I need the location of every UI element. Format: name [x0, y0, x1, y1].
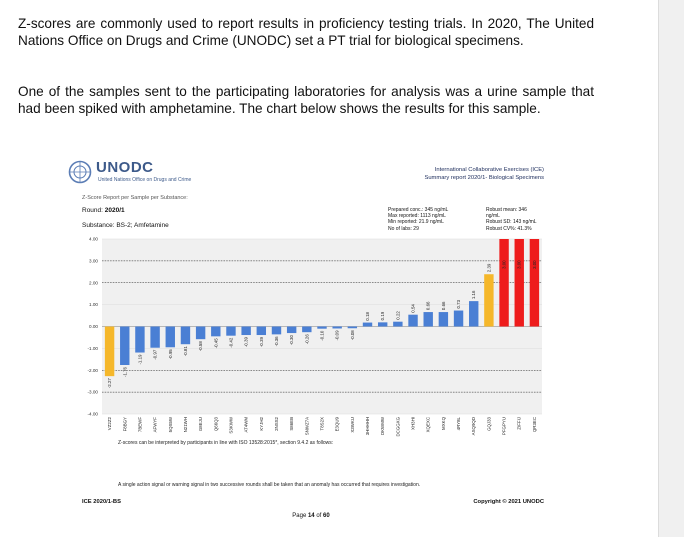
bar	[469, 301, 478, 326]
x-tick-label: XQEXC	[425, 417, 431, 433]
bar	[166, 327, 175, 348]
data-label: 0.66	[425, 301, 431, 311]
bar	[393, 322, 402, 327]
bar	[272, 327, 281, 335]
data-label: -0.97	[152, 349, 158, 360]
report-subtitle: Z-Score Report per Sample per Substance:	[82, 195, 188, 201]
bar	[120, 327, 129, 366]
footer-report-id: ICE 2020/1-BS	[82, 499, 121, 505]
bar	[196, 327, 205, 340]
round-label: Round:	[82, 207, 103, 214]
vertical-scrollbar[interactable]	[658, 0, 684, 537]
x-tick-label: S3KWW	[228, 417, 234, 434]
data-label: 0.66	[440, 301, 446, 311]
bar	[424, 312, 433, 326]
zscore-chart	[68, 236, 554, 441]
bar	[530, 239, 539, 327]
x-tick-label: F8BGY	[122, 417, 128, 432]
bar	[454, 311, 463, 327]
x-tick-label: 2NSS2	[273, 417, 279, 431]
data-label: -0.39	[243, 337, 249, 348]
stat-robust-sd: Robust SD: 143 ng/mL	[486, 219, 537, 226]
data-label: -0.45	[213, 338, 219, 349]
sample-paragraph: One of the samples sent to the participating laboratories for analysis was a urine sample that had been spiked with amphetamine. The chart below shows the results for this sample.	[18, 84, 594, 116]
footer-copyright: Copyright © 2021 UNODC	[473, 499, 544, 505]
stat-prepared: Prepared conc.: 345 ng/mL	[388, 207, 449, 213]
bar	[332, 327, 341, 329]
round-value: 2020/1	[104, 207, 125, 214]
x-tick-label: G8EJU	[198, 417, 204, 432]
x-tick-label: AFWYF	[152, 417, 158, 433]
y-tick-label: -2.00	[87, 367, 98, 373]
stat-min: Min reported: 21.9 ng/mL	[388, 219, 444, 226]
data-label: -1.76	[122, 367, 128, 378]
x-tick-label: DKWMW	[380, 417, 386, 436]
intro-paragraph: Z-scores are commonly used to report results in proficiency testing trials. In 2020, The United Nations Office on Drugs and Crime (UNODC) set a PT trial for biological specimens.	[18, 16, 594, 48]
bar	[226, 327, 235, 336]
bar	[241, 327, 250, 336]
x-tick-label: MXKQ	[440, 417, 446, 430]
data-label: 0.18	[365, 312, 371, 321]
y-tick-label: 4.00	[89, 236, 98, 242]
bar	[499, 239, 508, 327]
bar	[348, 327, 357, 329]
bar	[135, 327, 144, 353]
x-tick-label: 3HHHHH	[365, 417, 371, 436]
y-tick-label: -1.00	[87, 345, 98, 351]
page-of: of	[316, 513, 322, 519]
data-label: -1.19	[137, 354, 143, 365]
un-emblem-icon	[68, 160, 92, 184]
data-label: -0.08	[349, 330, 355, 341]
stats-right	[486, 207, 537, 232]
stat-robust-mean: Robust mean: 346	[486, 207, 527, 213]
x-tick-label: GQJ33	[486, 417, 492, 431]
bar	[287, 327, 296, 334]
bar	[439, 312, 448, 326]
x-tick-label: Q66Q3	[213, 417, 219, 432]
x-tick-label: DCGGXG	[395, 417, 401, 437]
bar	[302, 327, 311, 333]
bar	[484, 274, 493, 326]
bar	[363, 323, 372, 327]
bar	[211, 327, 220, 337]
bar	[257, 327, 266, 336]
page-total: 60	[323, 513, 330, 519]
stat-robust-cv: Robust CV%: 41.3%	[486, 225, 532, 232]
stat-labs: No of labs: 29	[388, 225, 419, 232]
stat-max: Max reported: 1113 ng/mL	[388, 213, 446, 220]
bar	[181, 327, 190, 345]
data-label: -0.10	[319, 330, 325, 341]
anomaly-note: A single action signal or warning signal in two successive rounds shall be taken that an anomaly has occurred that requires investigation.	[118, 482, 421, 488]
data-label: -0.30	[289, 335, 295, 346]
data-label: -0.81	[182, 346, 188, 357]
data-label: -0.58	[198, 341, 204, 352]
round-info	[82, 207, 125, 214]
x-tick-label: AT4WM	[243, 417, 249, 433]
data-label: 0.73	[456, 299, 462, 309]
x-tick-label: ASQ9QD	[471, 417, 477, 436]
data-label: -0.39	[258, 337, 264, 348]
x-tick-label: VZ2Z2	[107, 417, 113, 431]
data-label: 3.00	[501, 260, 507, 269]
page-prefix: Page	[292, 513, 307, 519]
substance-info: Substance: BS-2; Amfetamine	[82, 222, 169, 229]
x-tick-label: T8S2X	[319, 417, 325, 431]
bar	[408, 315, 417, 327]
data-label: -0.42	[228, 337, 234, 348]
bar	[150, 327, 159, 348]
data-label: -0.26	[304, 334, 310, 345]
header-line-1: International Collaborative Exercises (ICE)	[434, 167, 544, 173]
x-tick-label: QR3EC	[531, 417, 537, 433]
x-tick-label: 7BEWF	[137, 417, 143, 433]
report-image	[68, 156, 554, 526]
y-tick-label: -4.00	[87, 411, 98, 417]
bar	[515, 239, 524, 327]
bar	[317, 327, 326, 329]
x-tick-label: XH3HI	[410, 417, 416, 430]
data-label: 0.22	[395, 311, 401, 320]
x-tick-label: N21WH	[182, 417, 188, 433]
data-label: -0.09	[334, 330, 340, 341]
data-label: 0.54	[410, 304, 416, 313]
y-tick-label: 1.00	[89, 302, 98, 308]
data-label: -2.27	[107, 378, 113, 389]
y-tick-label: 3.00	[89, 258, 98, 264]
bar	[105, 327, 114, 377]
x-tick-label: S86EB	[289, 417, 295, 431]
x-tick-label: ZIFFIJ	[516, 417, 522, 430]
data-label: 1.16	[471, 290, 477, 300]
report-header	[424, 166, 544, 182]
x-tick-label: E3QU9	[334, 417, 340, 432]
stat-robust-mean-unit: ng/mL	[486, 213, 500, 220]
page-current: 14	[307, 513, 315, 519]
x-tick-label: X3WKU	[349, 417, 355, 433]
bar	[378, 322, 387, 326]
x-tick-label: SNWZ7A	[304, 417, 310, 436]
x-tick-label: 4RY8L	[456, 417, 462, 431]
y-tick-label: 0.00	[89, 324, 98, 330]
data-label: -0.36	[273, 336, 279, 347]
logo-subtitle: United Nations Office on Drugs and Crime	[98, 177, 192, 183]
page-number	[68, 513, 554, 519]
header-line-2: Summary report 2020/1- Biological Specimens	[424, 175, 544, 181]
data-label: 2.39	[486, 263, 492, 273]
x-tick-label: 5QS5W	[167, 417, 173, 433]
logo-name: UNODC	[96, 159, 154, 176]
stats-left	[388, 207, 448, 232]
x-tick-label: PFGPYU	[501, 417, 507, 436]
y-tick-label: 2.00	[89, 280, 98, 286]
data-label: 3.00	[516, 260, 522, 269]
data-label: 3.00	[531, 260, 537, 269]
data-label: -0.95	[167, 349, 173, 360]
data-label: 0.19	[380, 311, 386, 321]
y-tick-label: -3.00	[87, 389, 98, 395]
interpretation-note: Z-scores can be interpreted by participants in line with ISO 13528:2015*, section 9.4.2 as follows:	[118, 440, 334, 446]
x-tick-label: KYJH2	[258, 417, 264, 431]
